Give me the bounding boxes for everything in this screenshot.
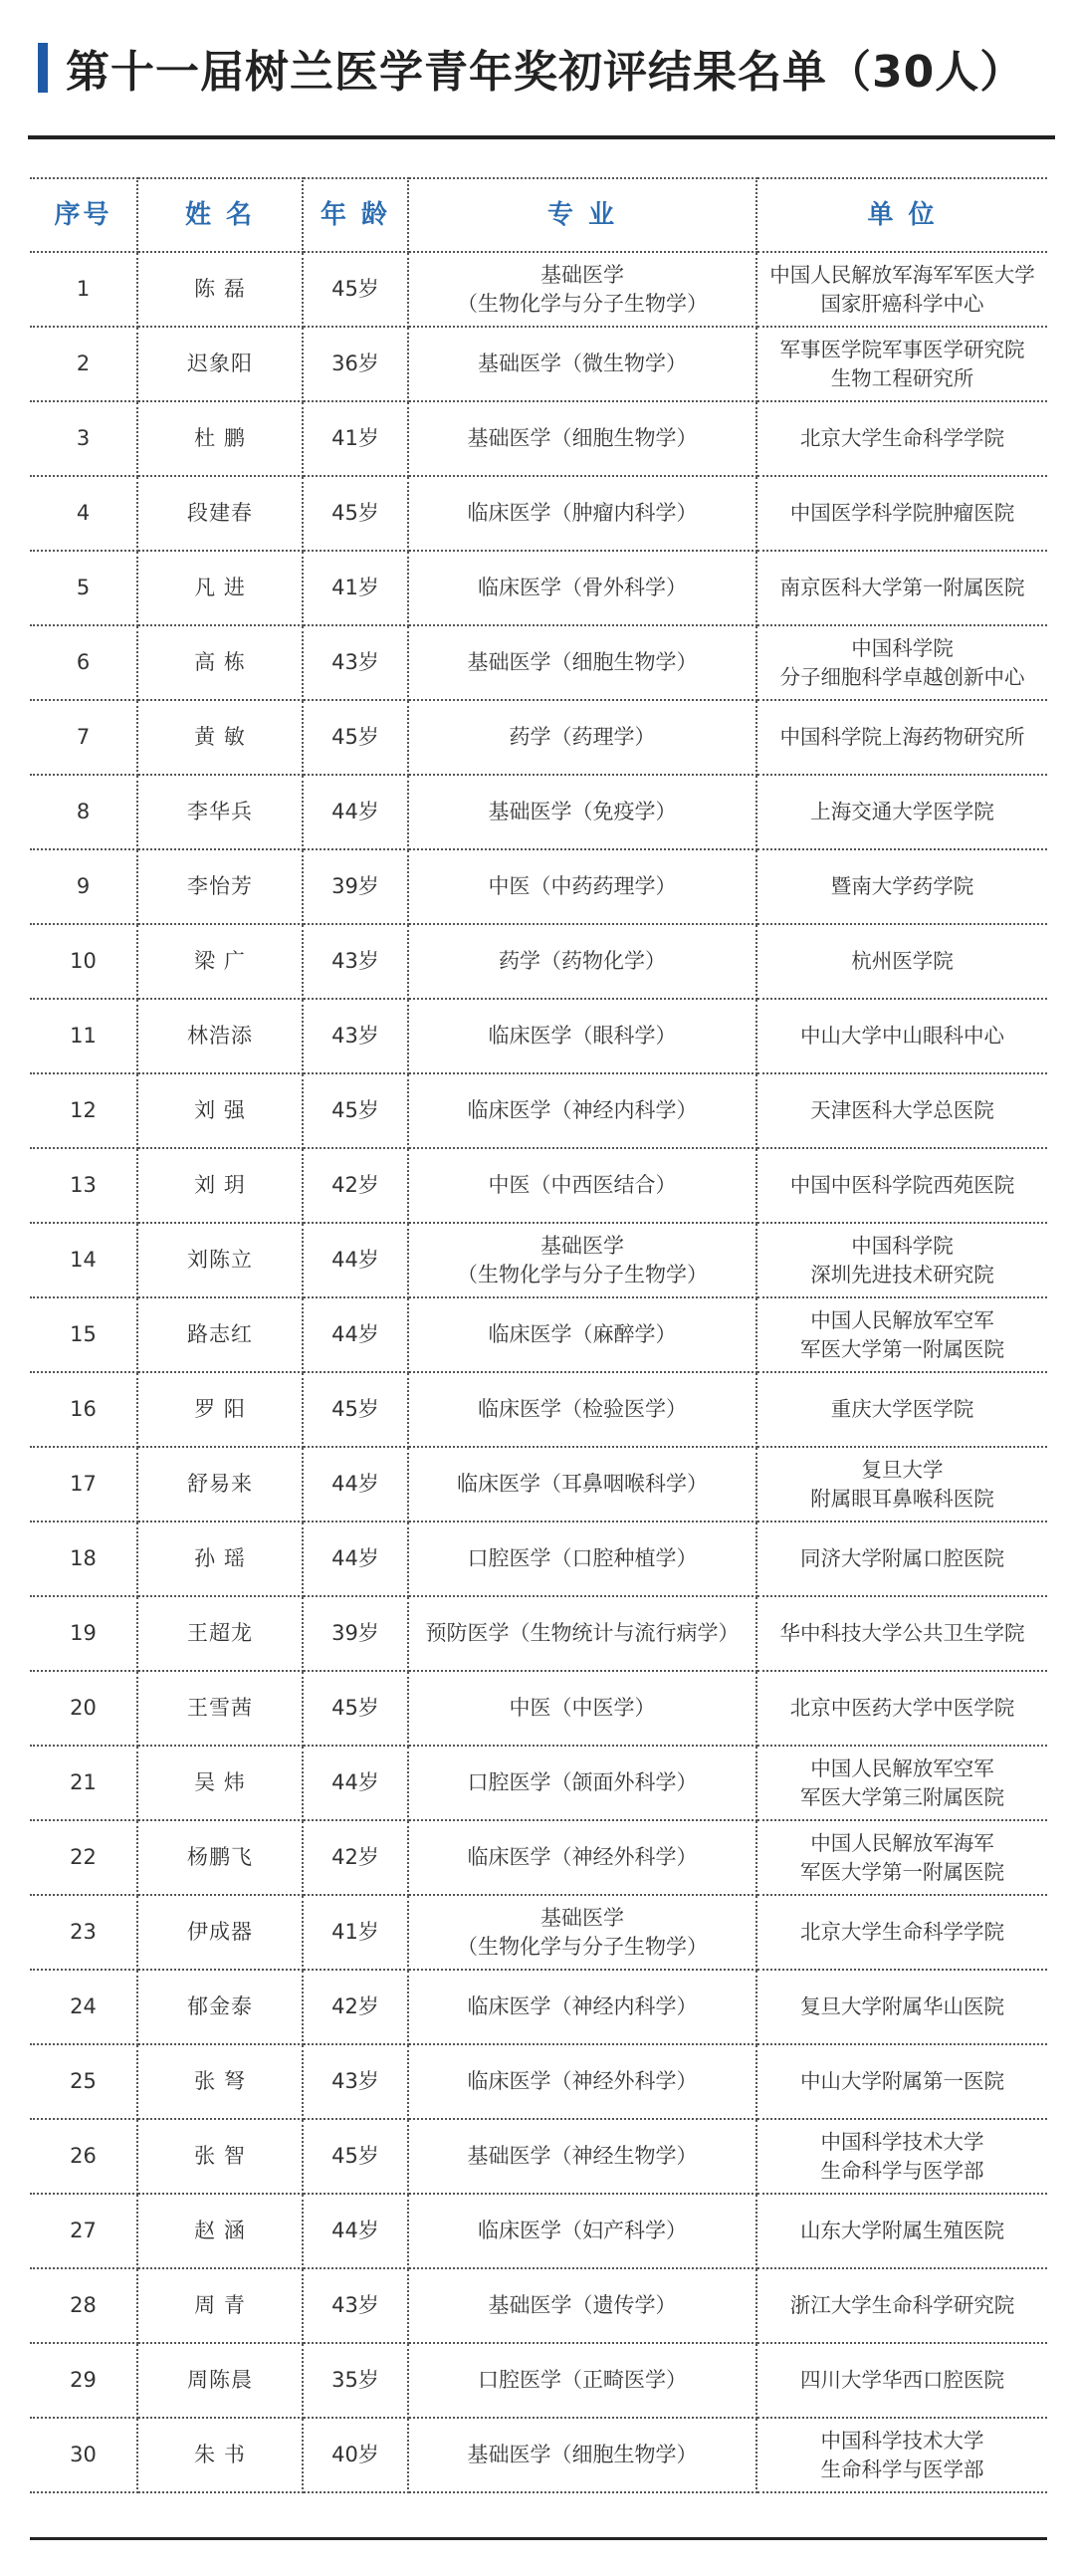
awardee-age: 45岁	[303, 2119, 408, 2194]
row-number: 19	[30, 1596, 137, 1671]
row-number: 22	[30, 1820, 137, 1895]
awardee-major	[408, 1970, 756, 2044]
awardee-major	[408, 2119, 756, 2194]
major-line: 临床医学（神经内科学）	[467, 1994, 698, 2018]
awardee-major	[408, 2194, 756, 2268]
column-header-name: 姓 名	[137, 178, 303, 252]
table-row	[30, 2343, 1047, 2418]
awardee-unit	[756, 1073, 1047, 1148]
awardee-major	[408, 1746, 756, 1820]
awardee-unit	[756, 327, 1047, 401]
table-row	[30, 551, 1047, 625]
major-line: 临床医学（耳鼻咽喉科学）	[457, 1472, 708, 1496]
table-row	[30, 999, 1047, 1073]
awardee-age: 36岁	[303, 327, 408, 401]
awardee-name: 赵 涵	[137, 2194, 303, 2268]
row-number: 1	[30, 252, 137, 327]
awardee-major	[408, 849, 756, 924]
row-number: 24	[30, 1970, 137, 2044]
awardee-age: 39岁	[303, 849, 408, 924]
row-number: 14	[30, 1223, 137, 1297]
awardee-age: 43岁	[303, 2268, 408, 2343]
awardee-major	[408, 1671, 756, 1746]
unit-line: 复旦大学附属华山医院	[800, 1994, 1004, 2018]
awardee-major	[408, 775, 756, 849]
unit-line: 上海交通大学医学院	[810, 800, 994, 823]
row-number: 28	[30, 2268, 137, 2343]
awardee-unit	[756, 1596, 1047, 1671]
awardee-name: 段建春	[137, 476, 303, 551]
awardee-name: 刘陈立	[137, 1223, 303, 1297]
row-number: 8	[30, 775, 137, 849]
awardee-name: 王超龙	[137, 1596, 303, 1671]
row-number: 25	[30, 2044, 137, 2119]
awardee-major	[408, 1073, 756, 1148]
awardee-major	[408, 1820, 756, 1895]
awardee-name: 周陈晨	[137, 2343, 303, 2418]
unit-line: 中国科学技术大学	[820, 2129, 984, 2154]
unit-line: 南京医科大学第一附属医院	[779, 576, 1025, 599]
awardee-age: 44岁	[303, 1223, 408, 1297]
major-line: 基础医学（细胞生物学）	[467, 426, 698, 450]
awardee-age: 41岁	[303, 401, 408, 476]
table-row	[30, 2268, 1047, 2343]
table-row	[30, 1447, 1047, 1522]
awardee-name: 高 栋	[137, 625, 303, 700]
awardee-age: 40岁	[303, 2418, 408, 2492]
awardee-name: 梁 广	[137, 924, 303, 999]
major-line: 基础医学	[540, 262, 624, 287]
awardee-age: 45岁	[303, 700, 408, 775]
major-line: 中医（中药药理学）	[488, 874, 677, 898]
unit-line: 中国人民解放军空军	[810, 1756, 994, 1780]
unit-line: 国家肝癌科学中心	[820, 291, 984, 316]
awardee-unit	[756, 2268, 1047, 2343]
row-number: 21	[30, 1746, 137, 1820]
unit-line: 生物工程研究所	[830, 365, 974, 390]
awardee-age: 35岁	[303, 2343, 408, 2418]
awardee-unit	[756, 1522, 1047, 1596]
awardee-name: 周 青	[137, 2268, 303, 2343]
unit-line: 附属眼耳鼻喉科医院	[810, 1486, 994, 1511]
awardee-major	[408, 2044, 756, 2119]
row-number: 30	[30, 2418, 137, 2492]
awardee-age: 45岁	[303, 476, 408, 551]
awardee-name: 陈 磊	[137, 252, 303, 327]
unit-line: 中国中医科学院西苑医院	[789, 1173, 1015, 1197]
table-row	[30, 1073, 1047, 1148]
awardee-major	[408, 1372, 756, 1447]
row-number: 10	[30, 924, 137, 999]
awardee-name: 张 智	[137, 2119, 303, 2194]
table-row	[30, 1297, 1047, 1372]
awardee-age: 41岁	[303, 1895, 408, 1970]
awardee-name: 伊成器	[137, 1895, 303, 1970]
awardee-name: 朱 书	[137, 2418, 303, 2492]
awardee-name: 孙 瑶	[137, 1522, 303, 1596]
table-row	[30, 625, 1047, 700]
awardee-major	[408, 401, 756, 476]
awardee-unit	[756, 700, 1047, 775]
awardee-unit	[756, 1447, 1047, 1522]
table-row	[30, 1596, 1047, 1671]
awardee-unit	[756, 1671, 1047, 1746]
unit-line: 深圳先进技术研究院	[810, 1262, 994, 1287]
major-line: 药学（药物化学）	[499, 949, 666, 973]
awardee-major	[408, 1223, 756, 1297]
awardee-name: 刘 强	[137, 1073, 303, 1148]
awardee-major	[408, 1895, 756, 1970]
awardee-name: 郁金泰	[137, 1970, 303, 2044]
awardee-name: 吴 炜	[137, 1746, 303, 1820]
awardee-name: 路志红	[137, 1297, 303, 1372]
awardee-age: 44岁	[303, 1522, 408, 1596]
awardee-age: 44岁	[303, 1297, 408, 1372]
row-number: 11	[30, 999, 137, 1073]
major-line: （生物化学与分子生物学）	[457, 291, 708, 316]
table-body	[30, 252, 1047, 2492]
title-divider	[28, 135, 1055, 139]
awardee-unit	[756, 1223, 1047, 1297]
awardee-major	[408, 1297, 756, 1372]
awardee-age: 43岁	[303, 2044, 408, 2119]
awardee-age: 42岁	[303, 1820, 408, 1895]
awardee-unit	[756, 924, 1047, 999]
column-header-major: 专 业	[408, 178, 756, 252]
unit-line: 中国科学院上海药物研究所	[779, 725, 1025, 749]
major-line: 中医（中医学）	[509, 1696, 656, 1720]
column-header-age: 年 龄	[303, 178, 408, 252]
awardee-age: 43岁	[303, 999, 408, 1073]
awardee-name: 杨鹏飞	[137, 1820, 303, 1895]
awardee-major	[408, 1447, 756, 1522]
row-number: 13	[30, 1148, 137, 1223]
awardee-unit	[756, 2044, 1047, 2119]
major-line: 临床医学（眼科学）	[488, 1024, 677, 1048]
unit-line: 军医大学第一附属医院	[800, 1336, 1004, 1361]
major-line: 基础医学（细胞生物学）	[467, 2443, 698, 2466]
unit-line: 中国科学院	[851, 635, 954, 660]
unit-line: 中国科学院	[851, 1233, 954, 1258]
table-row	[30, 327, 1047, 401]
awardee-unit	[756, 1372, 1047, 1447]
page-title-block	[38, 30, 1043, 106]
title-accent-bar	[38, 43, 48, 93]
awardee-name: 李华兵	[137, 775, 303, 849]
major-line: 基础医学（免疫学）	[488, 800, 677, 823]
awardee-unit	[756, 625, 1047, 700]
awardee-table	[30, 177, 1047, 2493]
awardee-unit	[756, 1297, 1047, 1372]
awardee-major	[408, 625, 756, 700]
unit-line: 山东大学附属生殖医院	[800, 2219, 1004, 2242]
table-row	[30, 1820, 1047, 1895]
row-number: 23	[30, 1895, 137, 1970]
table-row	[30, 1746, 1047, 1820]
unit-line: 中国医学科学院肿瘤医院	[789, 501, 1015, 525]
unit-line: 北京中医药大学中医学院	[789, 1696, 1015, 1720]
row-number: 12	[30, 1073, 137, 1148]
awardee-age: 45岁	[303, 1073, 408, 1148]
unit-line: 中国人民解放军海军军医大学	[769, 262, 1035, 287]
major-line: 预防医学（生物统计与流行病学）	[425, 1621, 740, 1645]
row-number: 2	[30, 327, 137, 401]
awardee-unit	[756, 476, 1047, 551]
major-line: （生物化学与分子生物学）	[457, 1262, 708, 1287]
awardee-unit	[756, 1820, 1047, 1895]
table-row	[30, 700, 1047, 775]
awardee-unit	[756, 1895, 1047, 1970]
awardee-age: 42岁	[303, 1970, 408, 2044]
row-number: 17	[30, 1447, 137, 1522]
unit-line: 中山大学附属第一医院	[800, 2069, 1004, 2093]
awardee-major	[408, 1522, 756, 1596]
unit-line: 北京大学生命科学学院	[800, 1920, 1004, 1944]
awardee-name: 王雪茜	[137, 1671, 303, 1746]
unit-line: 中国科学技术大学	[820, 2428, 984, 2453]
page-title: 第十一届树兰医学青年奖初评结果名单（30人）	[66, 47, 1025, 98]
major-line: 临床医学（神经内科学）	[467, 1098, 698, 1122]
major-line: 基础医学	[540, 1905, 624, 1930]
unit-line: 生命科学与医学部	[820, 2158, 984, 2183]
awardee-age: 39岁	[303, 1596, 408, 1671]
awardee-unit	[756, 1148, 1047, 1223]
table-row	[30, 1895, 1047, 1970]
awardee-unit	[756, 775, 1047, 849]
awardee-age: 45岁	[303, 1372, 408, 1447]
table-header-row	[30, 178, 1047, 252]
major-line: （生物化学与分子生物学）	[457, 1934, 708, 1959]
awardee-unit	[756, 252, 1047, 327]
awardee-major	[408, 924, 756, 999]
major-line: 中医（中西医结合）	[488, 1173, 677, 1197]
row-number: 20	[30, 1671, 137, 1746]
awardee-age: 45岁	[303, 252, 408, 327]
awardee-name: 凡 进	[137, 551, 303, 625]
unit-line: 天津医科大学总医院	[810, 1098, 994, 1122]
awardee-name: 刘 玥	[137, 1148, 303, 1223]
unit-line: 暨南大学药学院	[830, 874, 974, 898]
table-row	[30, 1522, 1047, 1596]
awardee-age: 45岁	[303, 1671, 408, 1746]
table-row	[30, 1148, 1047, 1223]
table-row	[30, 775, 1047, 849]
major-line: 基础医学（遗传学）	[488, 2293, 677, 2317]
table-row	[30, 401, 1047, 476]
row-number: 7	[30, 700, 137, 775]
awardee-unit	[756, 1970, 1047, 2044]
awardee-unit	[756, 401, 1047, 476]
unit-line: 复旦大学	[861, 1457, 944, 1482]
row-number: 5	[30, 551, 137, 625]
row-number: 18	[30, 1522, 137, 1596]
awardee-age: 44岁	[303, 775, 408, 849]
major-line: 药学（药理学）	[509, 725, 656, 749]
row-number: 4	[30, 476, 137, 551]
major-line: 基础医学（微生物学）	[478, 351, 687, 375]
awardee-age: 43岁	[303, 924, 408, 999]
unit-line: 华中科技大学公共卫生学院	[779, 1621, 1025, 1645]
awardee-major	[408, 1596, 756, 1671]
unit-line: 同济大学附属口腔医院	[800, 1546, 1004, 1570]
unit-line: 重庆大学医学院	[830, 1397, 974, 1421]
awardee-name: 张 弩	[137, 2044, 303, 2119]
awardee-name: 舒易来	[137, 1447, 303, 1522]
major-line: 临床医学（麻醉学）	[488, 1322, 677, 1346]
unit-line: 浙江大学生命科学研究院	[789, 2293, 1015, 2317]
unit-line: 中山大学中山眼科中心	[800, 1024, 1004, 1048]
major-line: 临床医学（神经外科学）	[467, 1845, 698, 1869]
awardee-unit	[756, 2194, 1047, 2268]
table-row	[30, 252, 1047, 327]
awardee-major	[408, 327, 756, 401]
awardee-name: 迟象阳	[137, 327, 303, 401]
table-row	[30, 2044, 1047, 2119]
unit-line: 四川大学华西口腔医院	[800, 2368, 1004, 2392]
major-line: 临床医学（肿瘤内科学）	[467, 501, 698, 525]
column-header-number: 序号	[30, 178, 137, 252]
table-row	[30, 924, 1047, 999]
major-line: 临床医学（骨外科学）	[478, 576, 687, 599]
awardee-major	[408, 2343, 756, 2418]
row-number: 26	[30, 2119, 137, 2194]
major-line: 临床医学（妇产科学）	[478, 2219, 687, 2242]
unit-line: 中国人民解放军海军	[810, 1830, 994, 1855]
awardee-unit	[756, 2418, 1047, 2492]
unit-line: 生命科学与医学部	[820, 2457, 984, 2481]
table-row	[30, 2418, 1047, 2492]
awardee-unit	[756, 551, 1047, 625]
table-row	[30, 2194, 1047, 2268]
awardee-name: 林浩添	[137, 999, 303, 1073]
awardee-age: 44岁	[303, 1447, 408, 1522]
awardee-major	[408, 2268, 756, 2343]
unit-line: 军医大学第三附属医院	[800, 1784, 1004, 1809]
awardee-age: 41岁	[303, 551, 408, 625]
awardee-major	[408, 1148, 756, 1223]
awardee-unit	[756, 1746, 1047, 1820]
unit-line: 中国人民解放军空军	[810, 1307, 994, 1332]
awardee-age: 44岁	[303, 2194, 408, 2268]
table-row	[30, 1223, 1047, 1297]
awardee-unit	[756, 2119, 1047, 2194]
row-number: 15	[30, 1297, 137, 1372]
major-line: 口腔医学（正畸医学）	[478, 2368, 687, 2392]
awardee-age: 43岁	[303, 625, 408, 700]
major-line: 基础医学（神经生物学）	[467, 2144, 698, 2168]
awardee-age: 44岁	[303, 1746, 408, 1820]
unit-line: 分子细胞科学卓越创新中心	[779, 664, 1025, 689]
major-line: 临床医学（检验医学）	[478, 1397, 687, 1421]
unit-line: 军事医学院军事医学研究院	[779, 337, 1025, 361]
column-header-unit: 单 位	[756, 178, 1047, 252]
unit-line: 杭州医学院	[851, 949, 954, 973]
major-line: 临床医学（神经外科学）	[467, 2069, 698, 2093]
awardee-major	[408, 252, 756, 327]
major-line: 口腔医学（口腔种植学）	[467, 1546, 698, 1570]
row-number: 9	[30, 849, 137, 924]
table-row	[30, 2119, 1047, 2194]
row-number: 3	[30, 401, 137, 476]
awardee-major	[408, 476, 756, 551]
row-number: 6	[30, 625, 137, 700]
table-row	[30, 1970, 1047, 2044]
awardee-unit	[756, 2343, 1047, 2418]
row-number: 16	[30, 1372, 137, 1447]
row-number: 27	[30, 2194, 137, 2268]
unit-line: 军医大学第一附属医院	[800, 1859, 1004, 1884]
table-row	[30, 476, 1047, 551]
major-line: 基础医学（细胞生物学）	[467, 650, 698, 674]
table-row	[30, 849, 1047, 924]
row-number: 29	[30, 2343, 137, 2418]
table-row	[30, 1671, 1047, 1746]
awardee-major	[408, 2418, 756, 2492]
major-line: 口腔医学（颌面外科学）	[467, 1770, 698, 1794]
awardee-name: 李怡芳	[137, 849, 303, 924]
awardee-major	[408, 999, 756, 1073]
awardee-name: 黄 敏	[137, 700, 303, 775]
awardee-major	[408, 551, 756, 625]
awardee-name: 杜 鹏	[137, 401, 303, 476]
table-row	[30, 1372, 1047, 1447]
awardee-unit	[756, 999, 1047, 1073]
major-line: 基础医学	[540, 1233, 624, 1258]
awardee-name: 罗 阳	[137, 1372, 303, 1447]
bottom-divider	[30, 2537, 1047, 2540]
unit-line: 北京大学生命科学学院	[800, 426, 1004, 450]
awardee-major	[408, 700, 756, 775]
awardee-unit	[756, 849, 1047, 924]
awardee-age: 42岁	[303, 1148, 408, 1223]
